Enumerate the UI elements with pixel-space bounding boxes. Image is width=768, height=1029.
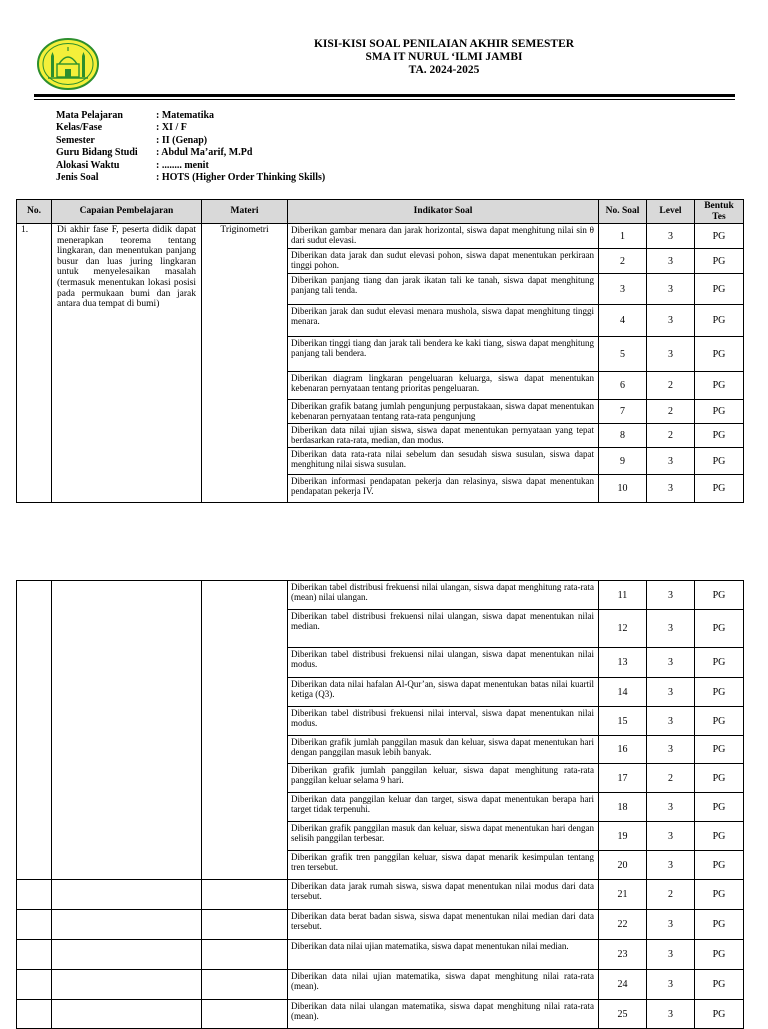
indikator-soal: Diberikan data jarak dan sudut elevasi pohon, siswa dapat menentukan perkiraan tinggi pohon. <box>288 249 599 274</box>
level: 3 <box>647 475 695 503</box>
level: 3 <box>647 249 695 274</box>
bentuk-tes: PG <box>695 424 744 448</box>
table-row <box>17 910 744 940</box>
header-bentuk: Bentuk Tes <box>695 200 744 224</box>
level: 3 <box>647 448 695 475</box>
empty-cell <box>202 581 288 880</box>
empty-cell <box>52 970 202 1000</box>
empty-cell <box>202 970 288 1000</box>
header-capaian: Capaian Pembelajaran <box>52 200 202 224</box>
nomor-soal: 9 <box>599 448 647 475</box>
header-school: SMA IT NURUL ‘ILMI JAMBI <box>365 51 523 63</box>
indikator-soal: Diberikan data nilai ujian siswa, siswa dapat menentukan pernyataan yang tepat berdasarkan rata-rata, median, dan modus. <box>288 424 599 448</box>
kisi-kisi-table-page2 <box>16 580 744 1029</box>
bentuk-tes: PG <box>695 372 744 400</box>
nomor-soal: 15 <box>599 707 647 736</box>
bentuk-tes: PG <box>695 249 744 274</box>
level: 3 <box>647 793 695 822</box>
nomor-soal: 13 <box>599 648 647 678</box>
bentuk-tes: PG <box>695 764 744 793</box>
meta-block <box>56 110 325 184</box>
level: 3 <box>647 610 695 648</box>
nomor-soal: 12 <box>599 610 647 648</box>
nomor-soal: 24 <box>599 970 647 1000</box>
bentuk-tes: PG <box>695 400 744 424</box>
bentuk-tes: PG <box>695 880 744 910</box>
meta-row <box>56 160 325 172</box>
nomor-soal: 3 <box>599 274 647 305</box>
indikator-soal: Diberikan tabel distribusi frekuensi nilai ulangan, siswa dapat menghitung rata-rata (mean) nilai ulangan. <box>288 581 599 610</box>
nomor-soal: 14 <box>599 678 647 707</box>
indikator-soal: Diberikan data rata-rata nilai sebelum dan sesudah siswa susulan, siswa dapat menghitung nilai siswa susulan. <box>288 448 599 475</box>
meta-value: : II (Genap) <box>156 134 208 146</box>
indikator-soal: Diberikan grafik panggilan masuk dan keluar, siswa dapat menentukan hari dengan selisih panggilan terbesar. <box>288 822 599 851</box>
level: 3 <box>647 224 695 249</box>
table-row <box>17 224 744 249</box>
indikator-soal: Diberikan jarak dan sudut elevasi menara mushola, siswa dapat menghitung tinggi menara. <box>288 305 599 337</box>
level: 2 <box>647 372 695 400</box>
indikator-soal: Diberikan data berat badan siswa, siswa dapat menentukan nilai median dari data tersebut. <box>288 910 599 940</box>
indikator-soal: Diberikan data nilai hafalan Al-Qur’an, siswa dapat menentukan batas nilai kuartil ketiga (Q3). <box>288 678 599 707</box>
meta-value: : ........ menit <box>156 159 209 171</box>
level: 2 <box>647 424 695 448</box>
indikator-soal: Diberikan grafik tren panggilan keluar, siswa dapat menarik kesimpulan tentang tren tersebut. <box>288 851 599 880</box>
empty-cell <box>202 940 288 970</box>
meta-row <box>56 172 325 184</box>
header-title: KISI-KISI SOAL PENILAIAN AKHIR SEMESTER <box>313 38 575 50</box>
level: 2 <box>647 880 695 910</box>
bentuk-tes: PG <box>695 610 744 648</box>
level: 3 <box>647 851 695 880</box>
indikator-soal: Diberikan tabel distribusi frekuensi nilai ulangan, siswa dapat menentukan nilai median. <box>288 610 599 648</box>
row-number: 1. <box>17 224 52 503</box>
indikator-soal: Diberikan data panggilan keluar dan target, siswa dapat menentukan berapa hari target tidak terpenuhi. <box>288 793 599 822</box>
empty-cell <box>52 940 202 970</box>
header-rule-thin <box>34 99 735 100</box>
header-year: TA. 2024-2025 <box>408 64 480 76</box>
nomor-soal: 6 <box>599 372 647 400</box>
table-row <box>17 880 744 910</box>
indikator-soal: Diberikan informasi pendapatan pekerja dan relasinya, siswa dapat menentukan pendapatan pekerja IV. <box>288 475 599 503</box>
header-no: No. <box>17 200 52 224</box>
kisi-kisi-table-page1 <box>16 199 744 503</box>
mosque-logo-icon <box>37 38 99 90</box>
bentuk-tes: PG <box>695 970 744 1000</box>
nomor-soal: 16 <box>599 736 647 764</box>
bentuk-tes: PG <box>695 822 744 851</box>
bentuk-tes: PG <box>695 793 744 822</box>
nomor-soal: 22 <box>599 910 647 940</box>
nomor-soal: 17 <box>599 764 647 793</box>
nomor-soal: 2 <box>599 249 647 274</box>
meta-key: Mata Pelajaran <box>56 110 123 121</box>
empty-cell <box>17 581 52 880</box>
nomor-soal: 21 <box>599 880 647 910</box>
nomor-soal: 1 <box>599 224 647 249</box>
bentuk-tes: PG <box>695 448 744 475</box>
meta-key: Alokasi Waktu <box>56 159 120 171</box>
meta-row <box>56 110 325 122</box>
bentuk-tes: PG <box>695 224 744 249</box>
header-rule-thick <box>34 94 735 97</box>
indikator-soal: Diberikan data jarak rumah siswa, siswa dapat menentukan nilai modus dari data tersebut. <box>288 880 599 910</box>
empty-cell <box>17 910 52 940</box>
nomor-soal: 19 <box>599 822 647 851</box>
bentuk-tes: PG <box>695 475 744 503</box>
level: 3 <box>647 940 695 970</box>
table-row <box>17 970 744 1000</box>
bentuk-tes: PG <box>695 940 744 970</box>
meta-value: : Matematika <box>156 110 215 121</box>
empty-cell <box>17 1000 52 1029</box>
header-level: Level <box>647 200 695 224</box>
materi: Triginometri <box>202 224 288 503</box>
bentuk-tes: PG <box>695 851 744 880</box>
level: 3 <box>647 337 695 372</box>
meta-value: : HOTS (Higher Order Thinking Skills) <box>156 172 326 184</box>
nomor-soal: 11 <box>599 581 647 610</box>
nomor-soal: 18 <box>599 793 647 822</box>
level: 3 <box>647 274 695 305</box>
nomor-soal: 4 <box>599 305 647 337</box>
meta-value: : XI / F <box>156 122 187 134</box>
header-indikator: Indikator Soal <box>288 200 599 224</box>
level: 2 <box>647 764 695 793</box>
indikator-soal: Diberikan tinggi tiang dan jarak tali bendera ke kaki tiang, siswa dapat menghitung panjang tali bendera. <box>288 337 599 372</box>
nomor-soal: 8 <box>599 424 647 448</box>
table-row <box>17 1000 744 1029</box>
empty-cell <box>17 880 52 910</box>
table-row <box>17 581 744 610</box>
level: 3 <box>647 736 695 764</box>
bentuk-tes: PG <box>695 274 744 305</box>
indikator-soal: Diberikan gambar menara dan jarak horizontal, siswa dapat menghitung nilai sin θ dari sudut elevasi. <box>288 224 599 249</box>
level: 2 <box>647 400 695 424</box>
capaian-pembelajaran: Di akhir fase F, peserta didik dapat menerapkan teorema tentang lingkaran, dan menentukan panjang busur dan luas juring lingkaran untuk menyelesaikan masalah (termasuk menentukan lokasi posisi pada permukaan bumi dan jarak antara dua tempat di bumi) <box>52 224 202 503</box>
bentuk-tes: PG <box>695 581 744 610</box>
meta-value: : Abdul Ma’arif, M.Pd <box>156 147 253 159</box>
table-row <box>17 940 744 970</box>
empty-cell <box>52 1000 202 1029</box>
header-materi: Materi <box>202 200 288 224</box>
level: 3 <box>647 822 695 851</box>
level: 3 <box>647 707 695 736</box>
nomor-soal: 25 <box>599 1000 647 1029</box>
bentuk-tes: PG <box>695 910 744 940</box>
empty-cell <box>52 880 202 910</box>
level: 3 <box>647 678 695 707</box>
bentuk-tes: PG <box>695 707 744 736</box>
document-header <box>120 38 768 77</box>
empty-cell <box>202 1000 288 1029</box>
header-nosoal: No. Soal <box>599 200 647 224</box>
empty-cell <box>52 581 202 880</box>
nomor-soal: 5 <box>599 337 647 372</box>
indikator-soal: Diberikan data nilai ulangan matematika, siswa dapat menghitung nilai rata-rata (mean). <box>288 1000 599 1029</box>
nomor-soal: 7 <box>599 400 647 424</box>
meta-key: Jenis Soal <box>56 172 99 184</box>
level: 3 <box>647 970 695 1000</box>
level: 3 <box>647 305 695 337</box>
indikator-soal: Diberikan panjang tiang dan jarak ikatan tali ke tanah, siswa dapat menghitung panjang tali tenda. <box>288 274 599 305</box>
nomor-soal: 23 <box>599 940 647 970</box>
indikator-soal: Diberikan tabel distribusi frekuensi nilai ulangan, siswa dapat menentukan nilai modus. <box>288 648 599 678</box>
meta-key: Kelas/Fase <box>56 122 103 134</box>
table-header-row <box>17 200 744 224</box>
empty-cell <box>52 910 202 940</box>
indikator-soal: Diberikan grafik batang jumlah pengunjung perpustakaan, siswa dapat menentukan kebenaran pernyataan tentang rata-rata pengunjung <box>288 400 599 424</box>
empty-cell <box>17 970 52 1000</box>
level: 3 <box>647 581 695 610</box>
bentuk-tes: PG <box>695 305 744 337</box>
indikator-soal: Diberikan grafik jumlah panggilan masuk dan keluar, siswa dapat menentukan hari dengan panggilan masuk lebih banyak. <box>288 736 599 764</box>
empty-cell <box>202 910 288 940</box>
meta-row <box>56 122 325 134</box>
meta-key: Semester <box>56 134 95 146</box>
bentuk-tes: PG <box>695 736 744 764</box>
indikator-soal: Diberikan data nilai ujian matematika, siswa dapat menghitung nilai rata-rata (mean). <box>288 970 599 1000</box>
meta-row <box>56 147 325 159</box>
bentuk-tes: PG <box>695 678 744 707</box>
indikator-soal: Diberikan data nilai ujian matematika, siswa dapat menentukan nilai median. <box>288 940 599 970</box>
indikator-soal: Diberikan tabel distribusi frekuensi nilai interval, siswa dapat menentukan nilai modus. <box>288 707 599 736</box>
level: 3 <box>647 1000 695 1029</box>
bentuk-tes: PG <box>695 648 744 678</box>
bentuk-tes: PG <box>695 337 744 372</box>
empty-cell <box>17 940 52 970</box>
meta-key: Guru Bidang Studi <box>56 147 138 159</box>
bentuk-tes: PG <box>695 1000 744 1029</box>
empty-cell <box>202 880 288 910</box>
level: 3 <box>647 648 695 678</box>
indikator-soal: Diberikan grafik jumlah panggilan keluar, siswa dapat menghitung rata-rata panggilan keluar selama 9 hari. <box>288 764 599 793</box>
meta-row <box>56 135 325 147</box>
indikator-soal: Diberikan diagram lingkaran pengeluaran keluarga, siswa dapat menentukan kebenaran pernyataan tentang prioritas pengeluaran. <box>288 372 599 400</box>
nomor-soal: 20 <box>599 851 647 880</box>
level: 3 <box>647 910 695 940</box>
nomor-soal: 10 <box>599 475 647 503</box>
